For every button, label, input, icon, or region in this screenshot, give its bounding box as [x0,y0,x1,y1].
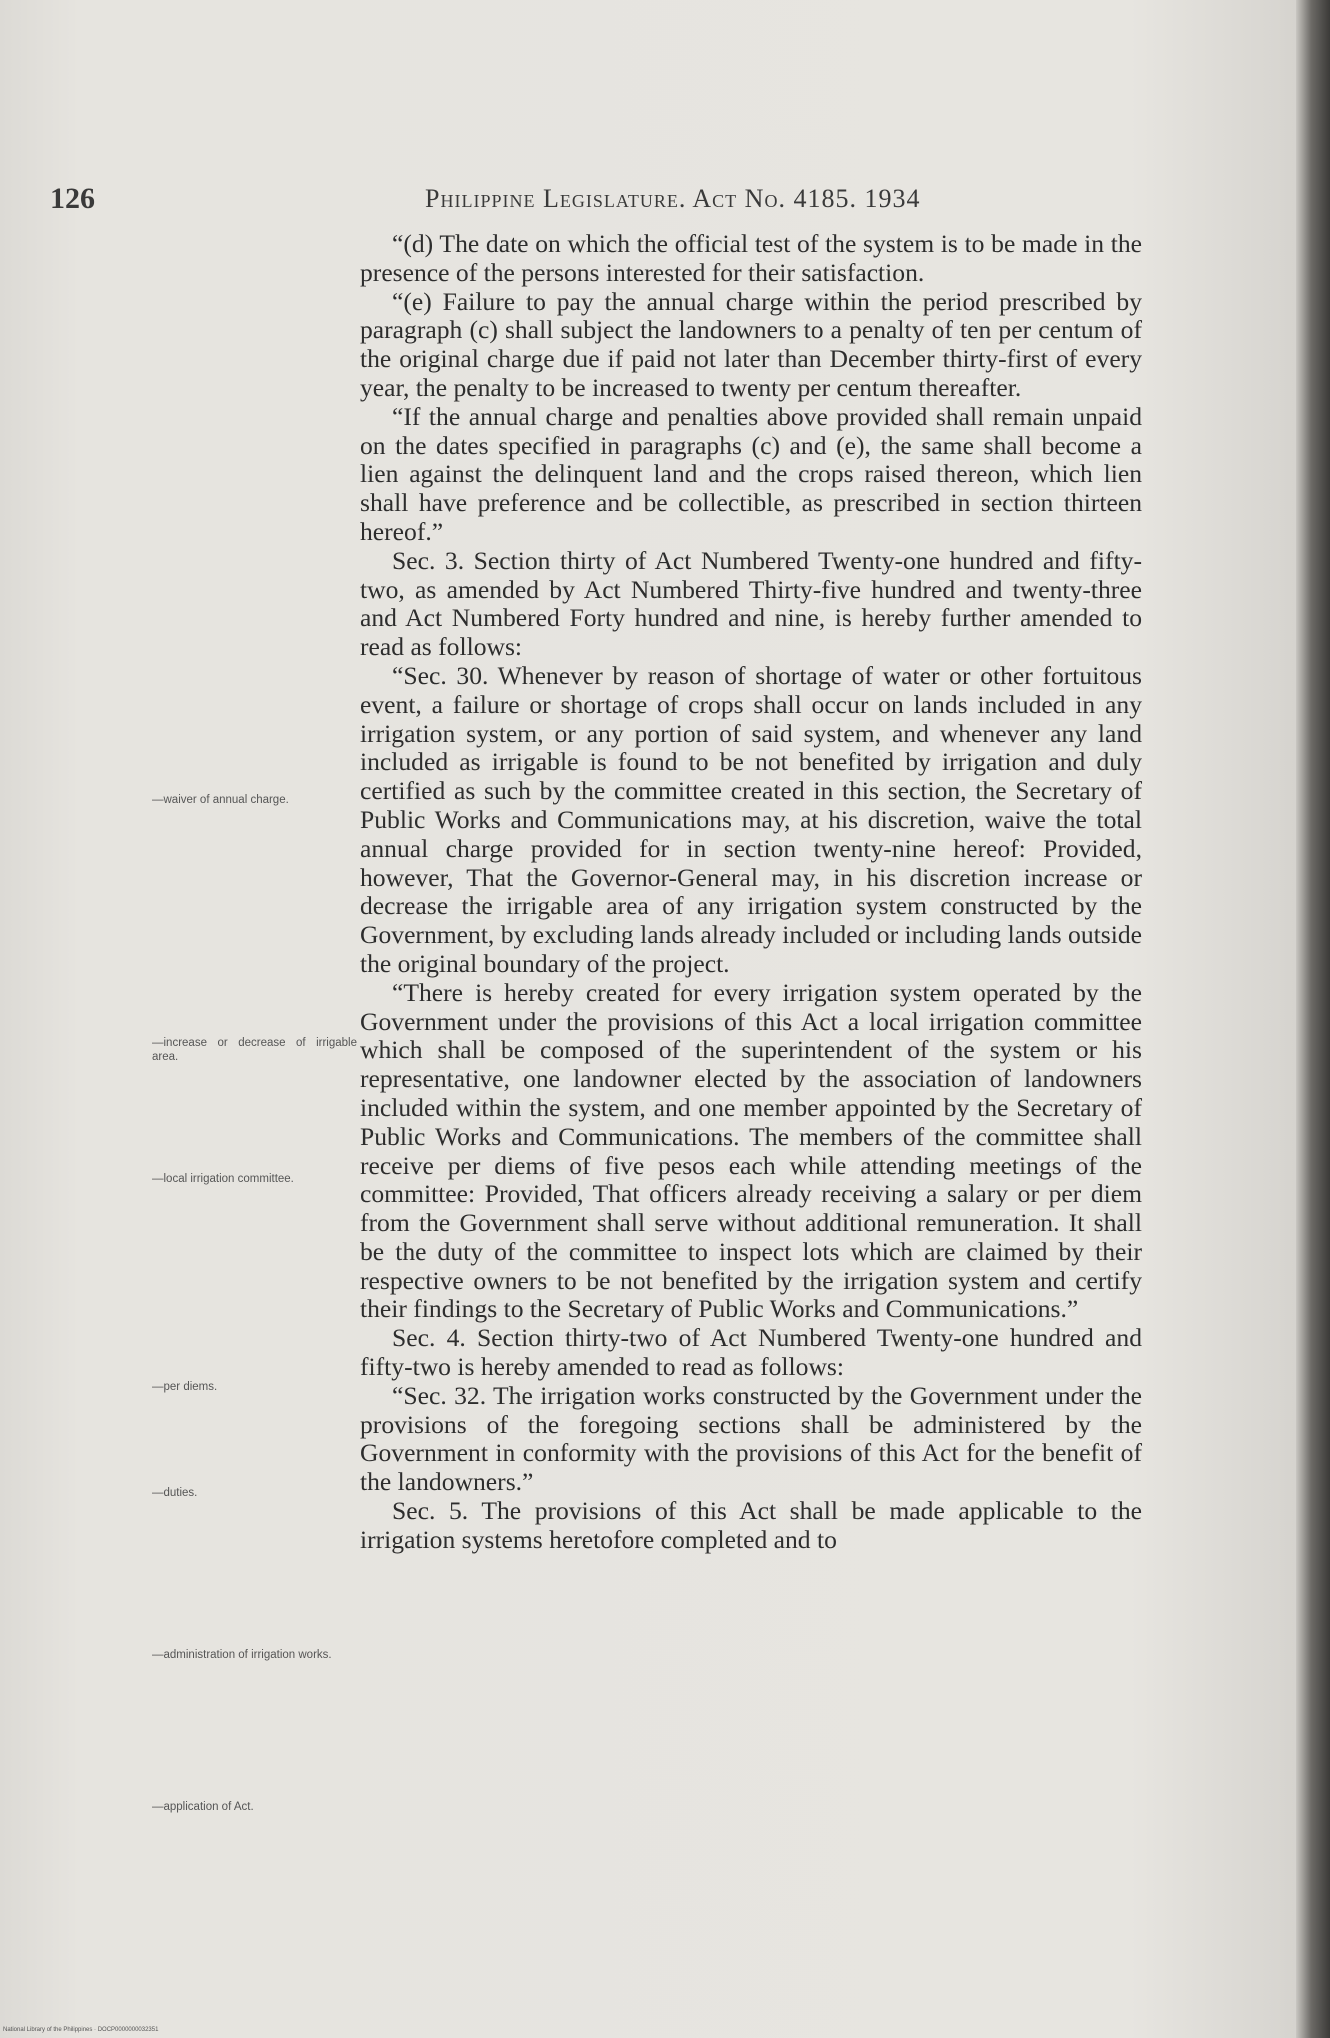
margin-notes [152,0,357,2038]
paragraph-sec-30: “Sec. 30. Whenever by reason of shortage of water or other fortuitous event, a failure or shortage of crops shall occur on lands included in any irrigation system, or any portion of said system, and whenever any land included as irrigable is found to be not benefited by irrigation and duly certified as such by the committee created in this section, the Secretary of Public Works and Communications may, at his discretion, waive the total annual charge provided for in section twenty-nine hereof: Provided, however, That the Governor-General may, in his discretion increase or decrease the irrigable area of any irrigation system constructed by the Government, by excluding lands already included or including lands outside the original boundary of the project. [360,660,1142,978]
margin-note-local-committee: —local irrigation committee. [152,1173,294,1185]
paragraph-e: “(e) Failure to pay the annual charge within the period prescribed by paragraph (c) shall subject the landowners to a penalty of ten per centum of the original charge due if paid not later than December thirty-first of every year, the penalty to be increased to twenty per centum thereafter. [360,286,1142,402]
margin-note-irrigable-area: —increase or decrease of irrigable area. [152,1037,357,1063]
running-head: Philippine Legislature. Act No. 4185. 1934 [425,184,921,213]
body-text [360,230,1142,1555]
paragraph-sec-4: Sec. 4. Section thirty-two of Act Numbered Twenty-one hundred and fifty-two is hereby amended to read as follows: [360,1323,1142,1382]
footer-credit: National Library of the Philippines · DOCP0000000032351 [3,2027,159,2033]
paragraph-d: “(d) The date on which the official test of the system is to be made in the presence of the persons interested for their satisfaction. [360,229,1142,287]
margin-note-per-diems: —per diems. [152,1381,218,1393]
margin-note-duties: —duties. [152,1487,198,1499]
margin-note-application: —application of Act. [152,1801,254,1813]
book-spine-shadow [1296,0,1330,2038]
paragraph-sec-5: Sec. 5. The provisions of this Act shall be made applicable to the irrigation systems heretofore completed and to [360,1496,1142,1554]
paragraph-lien: “If the annual charge and penalties above provided shall remain unpaid on the dates specified in paragraphs (c) and (e), the same shall become a lien against the delinquent land and the crops raised thereon, which lien shall have preference and be collectible, as prescribed in section thirteen hereof.” [360,401,1142,546]
margin-note-administration: —administration of irrigation works. [152,1649,332,1661]
page-number: 126 [50,182,95,215]
paragraph-sec-3: Sec. 3. Section thirty of Act Numbered Twenty-one hundred and fifty-two, as amended by Act Numbered Thirty-five hundred and twenty-three and Act Numbered Forty hundred and nine, is hereby further amended to read as follows: [360,545,1142,662]
paragraph-committee: “There is hereby created for every irrigation system operated by the Government under the provisions of this Act a local irrigation committee which shall be composed of the superintendent of the system or his representative, one landowner elected by the association of landowners included within the system, and one member appointed by the Secretary of Public Works and Communications. The members of the committee shall receive per diems of five pesos each while attending meetings of the committee: Provided, That officers already receiving a salary or per diem from the Government shall serve without additional remuneration. It shall be the duty of the committee to inspect lots which are claimed by their respective owners to be not benefited by the irrigation system and certify their findings to the Secretary of Public Works and Communications.” [360,977,1142,1324]
margin-note-waiver: —waiver of annual charge. [152,794,289,806]
paragraph-sec-32: “Sec. 32. The irrigation works constructed by the Government under the provisions of the foregoing sections shall be administered by the Government in conformity with the provisions of this Act for the benefit of the landowners.” [360,1380,1142,1497]
